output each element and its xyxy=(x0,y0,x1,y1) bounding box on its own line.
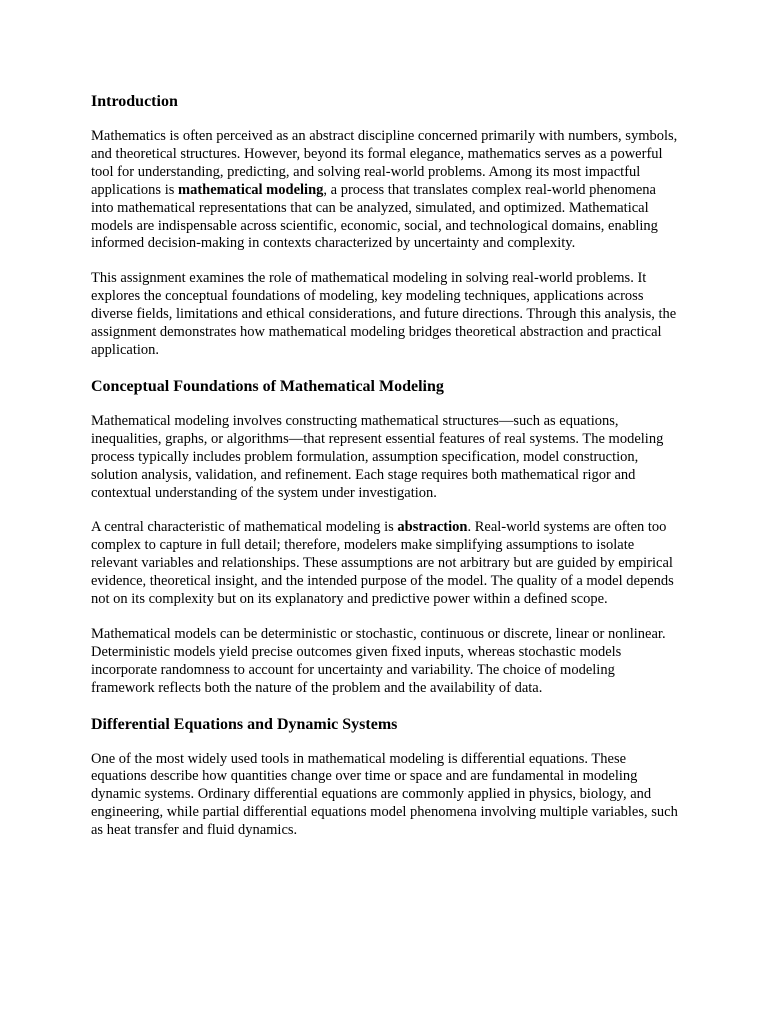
section-heading: Introduction xyxy=(91,93,178,110)
section-differential-equations xyxy=(91,715,681,841)
paragraph: Mathematical modeling involves constructing mathematical structures—such as equations, inequalities, graphs, or algorithms—that represent essential features of real systems. The modeling process typically includes problem formulation, assumption specification, model construction, solution analysis, validation, and refinement. Each stage requires both mathematical rigor and contextual understanding of the system under investigation. xyxy=(91,412,664,501)
section-conceptual-foundations xyxy=(91,377,681,698)
section-heading: Differential Equations and Dynamic Systems xyxy=(91,715,398,733)
paragraph: This assignment examines the role of mathematical modeling in solving real-world problems. It explores the conceptual foundations of modeling, key modeling techniques, applications across diverse fields, limitations and ethical considerations, and future directions. Through this analysis, the assignment demonstrates how mathematical modeling bridges theoretical abstraction and practical application. xyxy=(91,270,677,358)
document-page xyxy=(91,92,681,857)
paragraph: One of the most widely used tools in mathematical modeling is differential equations. These equations describe how quantities change over time or space and are fundamental in modeling dynamic systems. Ordinary differential equations are commonly applied in physics, biology, and engineering, while partial differential equations model phenomena involving multiple variables, such as heat transfer and fluid dynamics. xyxy=(91,750,678,839)
section-heading: Conceptual Foundations of Mathematical Modeling xyxy=(91,377,444,395)
paragraph-text: . Real-world systems are often too complex to capture in full detail; therefore, modelers make simplifying assumptions to isolate relevant variables and relationships. These assumptions are not arbitrary but are guided by empirical evidence, theoretical insight, and the intended purpose of the model. The quality of a model depends not on its complexity but on its explanatory and predictive power within a defined scope. xyxy=(91,519,674,608)
paragraph-text: A central characteristic of mathematical modeling is xyxy=(91,519,398,536)
section-introduction xyxy=(91,92,681,360)
bold-term: abstraction xyxy=(397,519,468,536)
paragraph xyxy=(91,519,681,609)
paragraph xyxy=(91,128,681,253)
paragraph-text: Mathematics is often perceived as an abstract discipline concerned primarily with numbers, symbols, and theoretical structures. However, beyond its formal elegance, mathematics serves as a powerful tool for understanding, predicting, and solving real-world problems. Among its most impactful applications is xyxy=(91,128,678,198)
paragraph: Mathematical models can be deterministic or stochastic, continuous or discrete, linear or nonlinear. Deterministic models yield precise outcomes given fixed inputs, whereas stochastic models incorporate randomness to account for uncertainty and variability. The choice of modeling framework reflects both the nature of the problem and the availability of data. xyxy=(91,625,666,696)
paragraph-text: , a process that translates complex real-world phenomena into mathematical representations that can be analyzed, simulated, and optimized. Mathematical models are indispensable across scientific, economic, social, and technological domains, enabling informed decision-making in contexts characterized by uncertainty and complexity. xyxy=(91,181,658,252)
bold-term: mathematical modeling xyxy=(178,181,324,198)
